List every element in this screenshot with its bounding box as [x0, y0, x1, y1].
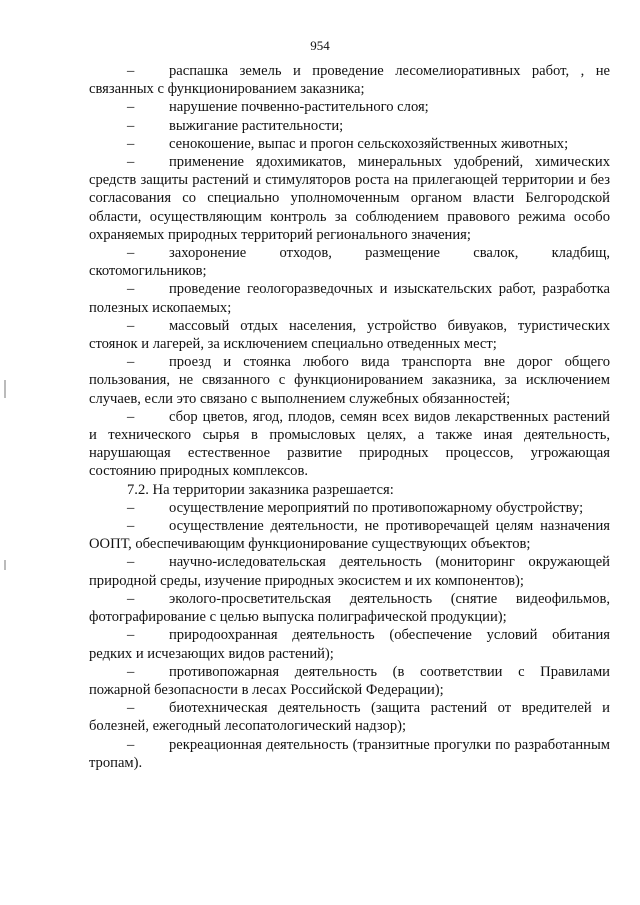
list-dash: –: [127, 63, 135, 79]
permitted-item: [89, 499, 610, 517]
list-dash: –: [127, 736, 135, 753]
prohibited-item: [89, 153, 610, 244]
list-dash: –: [127, 99, 135, 116]
list-dash: –: [127, 663, 135, 680]
prohibited-item-text: нарушение почвенно-растительного слоя;: [169, 99, 429, 116]
section-heading: 7.2. На территории заказника разрешается:: [127, 481, 394, 498]
prohibited-item: [89, 62, 610, 98]
permitted-item: [89, 626, 610, 662]
permitted-item: [89, 590, 610, 626]
permitted-item: [89, 663, 610, 699]
prohibited-item-text: сенокошение, выпас и прогон сельскохозяйственных животных;: [169, 135, 569, 152]
list-dash: –: [127, 154, 135, 171]
prohibited-item: [89, 244, 610, 280]
permitted-item-text: осуществление мероприятий по противопожарному обустройству;: [169, 499, 584, 516]
list-dash: –: [127, 117, 135, 134]
list-dash: –: [127, 554, 135, 571]
permitted-item: [89, 553, 610, 589]
page-number: 954: [310, 38, 330, 53]
prohibited-item: [89, 317, 610, 353]
permitted-item-text: эколого-просветительская деятельность (снятие видеофильмов, фотографирование с целью выпуска полиграфической продукции);: [89, 590, 610, 626]
prohibited-item-text: массовый отдых населения, устройство бивуаков, туристических стоянок и лагерей, за исключением специально отведенных мест;: [89, 317, 610, 353]
prohibited-item: [89, 98, 610, 116]
prohibited-item: [89, 280, 610, 316]
list-dash: –: [127, 627, 135, 644]
prohibited-item: [89, 135, 610, 153]
prohibited-item-text: проезд и стоянка любого вида транспорта вне дорог общего пользования, не связанного с функционированием заказника, за исключением случаев, если это связано с выполнением служебных обязанностей;: [89, 354, 610, 407]
prohibited-item-text: проведение геологоразведочных и изыскательских работ, разработка полезных ископаемых;: [89, 281, 610, 316]
scan-edge-mark: [4, 560, 6, 570]
list-dash: –: [127, 700, 135, 717]
permitted-item-text: противопожарная деятельность (в соответствии с Правилами пожарной безопасности в лесах Российской Федерации);: [89, 663, 610, 698]
prohibited-item-text: распашка земель и проведение лесомелиоративных работ, , не связанных с функционированием заказника;: [89, 63, 610, 98]
prohibited-item: [89, 117, 610, 135]
permitted-item-text: биотехническая деятельность (защита растений от вредителей и болезней, ежегодный лесопатологический надзор);: [89, 700, 610, 735]
permitted-item-text: научно-иследовательская деятельность (мониторинг окружающей природной среды, изучение природных экосистем и их компонентов);: [89, 554, 610, 589]
permitted-item-text: осуществление деятельности, не противоречащей целям назначения ООПТ, обеспечивающим функционирование существующих объектов;: [89, 518, 610, 553]
permitted-item: [89, 736, 610, 772]
permitted-item-text: природоохранная деятельность (обеспечение условий обитания редких и исчезающих видов растений);: [89, 627, 610, 662]
list-dash: –: [127, 590, 135, 607]
prohibited-item-text: выжигание растительности;: [169, 117, 344, 134]
permitted-item: [89, 517, 610, 553]
permitted-item-text: рекреационная деятельность (транзитные прогулки по разработанным тропам).: [89, 736, 610, 771]
list-dash: –: [127, 135, 135, 152]
permitted-item: [89, 699, 610, 735]
list-dash: –: [127, 354, 135, 371]
list-dash: –: [127, 499, 135, 516]
prohibited-item: [89, 353, 610, 408]
prohibited-item: [89, 408, 610, 481]
list-dash: –: [127, 317, 135, 334]
list-dash: –: [127, 408, 135, 425]
document-body: [89, 62, 610, 772]
permitted-activities-list: [89, 499, 610, 772]
prohibited-activities-list: [89, 62, 610, 481]
list-dash: –: [127, 281, 135, 298]
scan-edge-mark: [4, 380, 6, 398]
prohibited-item-text: применение ядохимикатов, минеральных удобрений, химических средств защиты растений и стимуляторов роста на прилегающей территории и без согласования со специально уполномоченным органом власти Белгородской области, осуществляющим контроль за соблюдением правового режима особо охраняемых природных территорий регионального значения;: [89, 154, 610, 243]
list-dash: –: [127, 518, 135, 535]
list-dash: –: [127, 245, 135, 262]
prohibited-item-text: захоронение отходов, размещение свалок, кладбищ, скотомогильников;: [89, 245, 610, 280]
prohibited-item-text: сбор цветов, ягод, плодов, семян всех видов лекарственных растений и технического сырья в промысловых целях, а также иная деятельность, нарушающая естественное развитие природных процессов, угрожающая состоянию природных комплексов.: [89, 408, 610, 480]
